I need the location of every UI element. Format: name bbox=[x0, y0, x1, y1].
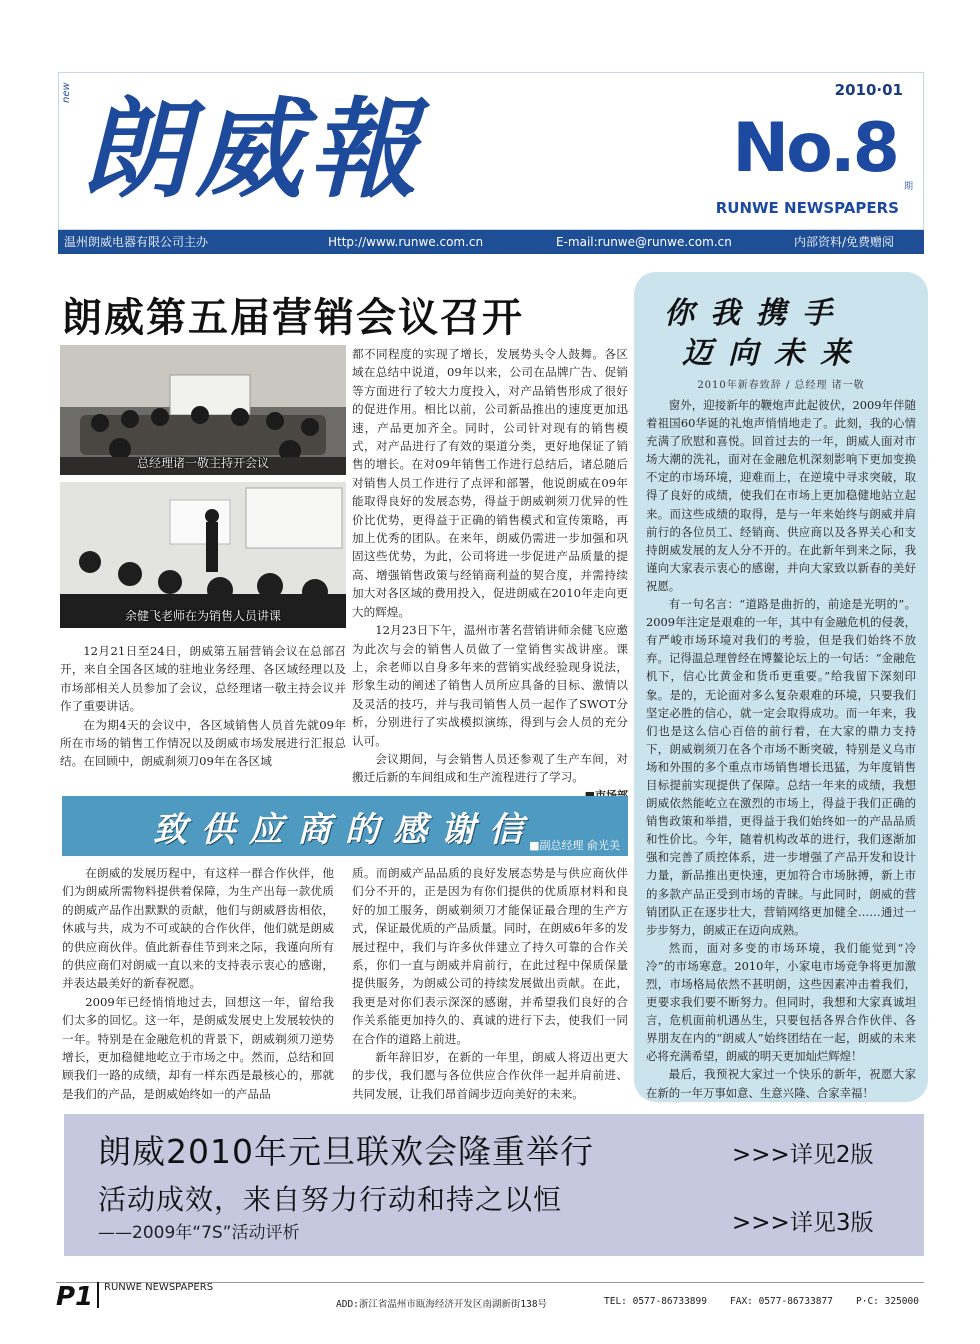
promo-link-page2[interactable]: >>>详见2版 bbox=[732, 1142, 874, 1168]
website-link[interactable]: Http://www.runwe.com.cn bbox=[328, 235, 484, 249]
main-article-right-column bbox=[352, 345, 628, 805]
footer-tel: TEL: 0577-86733899 bbox=[604, 1296, 707, 1307]
footer-brand: RUNWE NEWSPAPERS bbox=[104, 1282, 214, 1293]
new-year-address-sidebar bbox=[634, 272, 928, 1102]
letter-byline: ■副总经理 俞光美 bbox=[529, 839, 620, 852]
letter-right-column bbox=[352, 864, 628, 1103]
sidebar-paragraph: 最后，我预祝大家过一个快乐的新年，祝愿大家在新的一年万事如意、生意兴隆、合家幸福！ bbox=[646, 1067, 916, 1100]
masthead bbox=[58, 72, 924, 230]
issue-number: No.8 bbox=[732, 109, 897, 188]
sidebar-title-line2: 迈向未来 bbox=[682, 336, 866, 371]
promo-headline-7s: 活动成效，来自努力行动和持之以恒 bbox=[98, 1183, 563, 1216]
sidebar-body bbox=[646, 396, 916, 1102]
sidebar-subtitle: 2010年新春致辞 / 总经理 诸一敬 bbox=[697, 380, 865, 391]
lecture-photo-caption: 余健飞老师在为销售人员讲课 bbox=[124, 609, 281, 623]
promo-subline: ——2009年“7S”活动评析 bbox=[98, 1223, 300, 1243]
distribution-note: 内部资料/免费赠阅 bbox=[794, 235, 895, 249]
promo-link-page3[interactable]: >>>详见3版 bbox=[732, 1210, 874, 1236]
info-bar bbox=[58, 230, 924, 254]
main-article-paragraph: 在为期4天的会议中，各区域销售人员首先就09年所在市场的销售工作情况以及朗威市场发展进行汇报总结。在回顾中，朗威刹须刀09年在各区域 bbox=[60, 717, 346, 769]
main-article-paragraph: 都不同程度的实现了增长，发展势头令人鼓舞。各区域在总结中说道，09年以来，公司在品牌广告、促销等方面进行了较大力度投入，对产品销售形成了很好的促进作用。相比以前，公司新品推出的速度更加迅速，产品更加齐全。同时，公司针对现有的销售模式，对产品进行了有效的渠道分类，更好地保证了销售的增长。在对09年销售工作进行总结后，诸总随后对销售人员工作进行了点评和部署，他说朗威在09年能取得良好的发展态势，得益于朗威剃须刀优异的性价比优势，更得益于正确的销售模式和宣传策略，再加上优秀的团队。在来年，朗威仍需进一步加强和巩固这些优势，为此，公司将进一步促进产品质量的提高、增强销售政策与经销商利益的契合度，并需持续加大对各区域的费用投入，促进朗威在2010年走向更大的辉煌。 bbox=[352, 347, 628, 619]
letter-paragraph: 新年辞旧岁，在新的一年里，朗威人将迈出更大的步伐，我们愿与各位供应合作伙伴一起并肩前进、共同发展，让我们昂首阔步迈向美好的未来。 bbox=[352, 1050, 628, 1101]
email-link[interactable]: E-mail:runwe@runwe.com.cn bbox=[556, 235, 732, 249]
meeting-photo bbox=[60, 345, 346, 475]
issue-unit: 期 bbox=[903, 182, 913, 192]
main-article-paragraph: 12月23日下午，温州市著名营销讲师余健飞应邀为此次与会的销售人员做了一堂销售实战讲座。课上，余老师以自身多年来的营销实战经验现身说法，形象生动的阐述了销售人员所应具备的目标、激情以及灵活的技巧，并与我司销售人员一起作了SWOT分析，分别进行了实战模拟演练，得到与会人员的充分认可。 bbox=[352, 623, 628, 748]
footer-postcode: P·C: 325000 bbox=[856, 1296, 919, 1307]
sidebar-paragraph: 有一句名言：“道路是曲折的，前途是光明的”。2009年注定是艰难的一年，其中有金融危机的侵袭，有严峻市场环境对我们的考验，但是我们始终不放弃。记得温总理曾经在博鳌论坛上的一句话：“金融危机下，信心比黄金和货币更重要。”给我留下深刻印象。是的，无论面对多么复杂艰难的环境，只要我们坚定必胜的信心，就一定会取得成功。而一年来，我们也是这么信心百倍的前行着，在大家的鼎力支持下，朗威剃须刀在各个市场不断突破，特别是义乌市场和外围的多个重点市场销售增长迅猛，为年度销售目标提前实现提供了保障。总结一年来的成绩，我想朗威依然能屹立在激烈的市场上，得益于我们正确的销售政策和举措，更得益于我们始终如一的产品品质和性价比。今年，随着机构改革的进行，我们逐渐加强和完善了质控体系，进一步增强了产品开发和设计力量，新品推出更快速，更加符合市场脉搏，新上市的多款产品正受到市场的青睐。与此同时，朗威的营销团队正在逐步壮大，营销网络更加健全……通过一步步努力，朗威正在迈向成熟。 bbox=[646, 597, 916, 937]
footer-fax: FAX: 0577-86733877 bbox=[730, 1296, 833, 1307]
new-tag: new bbox=[61, 82, 72, 103]
main-article-paragraph: 会议期间，与会销售人员还参观了生产车间，对搬迁后新的车间组成和生产流程进行了学习。 bbox=[352, 751, 628, 785]
sidebar-title-line1: 你我携手 bbox=[664, 296, 848, 331]
letter-paragraph: 在朗威的发展历程中，有这样一群合作伙伴，他们为朗威所需物料提供着保障，为生产出每一款优质的朗威产品作出默默的贡献，他们与朗威唇齿相依，休戚与共，成为不可或缺的合作伙伴，他们就是朗威的供应商伙伴。值此新春佳节到来之际，我谨向所有的供应商们对朗威一直以来的支持表示衷心的感谢，并表达最美好的新春祝愿。 bbox=[62, 866, 334, 991]
paper-english-name: RUNWE NEWSPAPERS bbox=[715, 199, 899, 217]
letter-title: 致供应商的感谢信 bbox=[153, 810, 537, 850]
letter-banner bbox=[62, 796, 628, 856]
main-article-left-column bbox=[60, 642, 346, 771]
sponsor-text: 温州朗威电器有限公司主办 bbox=[64, 235, 209, 249]
sidebar-paragraph: 窗外，迎接新年的鞭炮声此起彼伏，2009年伴随着祖国60华诞的礼炮声悄悄地走了。此刻，我的心情充满了欣慰和喜悦。回首过去的一年，朗威人面对市场大潮的洗礼，面对在金融危机深刻影响下更加变换不定的市场环境，迎难而上，在逆境中寻求突破，取得了良好的成绩，使我们在市场上更加稳健地站立起来。而这些成绩的取得，是与一年来始终与朗威并肩前行的各位员工、经销商、供应商以及各界关心和支持朗威发展的友人分不开的。在此新年到来之际，我谨向大家表示衷心的感谢，并向大家致以新春的美好祝愿。 bbox=[646, 398, 916, 593]
letter-paragraph: 2009年已经悄悄地过去，回想这一年，留给我们太多的回忆。这一年，是朗威发展史上发展较快的一年。特别是在金融危机的背景下，朗威剃须刀逆势增长，更加稳健地屹立于市场之中。然而，总结和回顾我们一路的成绩，却有一样东西是最核心的，那就是我们的产品，是朗威始终如一的产品品 bbox=[62, 994, 334, 1101]
footer-address: ADD:浙江省温州市瓯海经济开发区南湖新街138号 bbox=[336, 1299, 548, 1310]
promo-headline-gala: 朗威2010年元旦联欢会隆重举行 bbox=[98, 1132, 594, 1171]
page-number: P1 bbox=[56, 1282, 94, 1312]
sidebar-paragraph: 然而，面对多变的市场环境，我们能觉到“冷冷”的市场寒意。2010年，小家电市场竞争将更加激烈，市场格局依然不甚明朗，这些因素冲击着我们，更要求我们要不断努力。但同时，我想和大家真诚坦言，危机面前机遇丛生，只要包括各界合作伙伴、各界朋友在内的“朗威人”始终团结在一起，朗威的未来必将充满希望，朗威的明天更加灿烂辉煌！ bbox=[646, 940, 916, 1064]
meeting-photo-caption: 总经理诸一敬主持开会议 bbox=[136, 456, 269, 470]
main-headline: 朗威第五届营销会议召开 bbox=[62, 295, 524, 341]
lecture-photo bbox=[60, 482, 346, 628]
main-article-paragraph: 12月21日至24日，朗威第五届营销会议在总部召开，来自全国各区域的驻地业务经理、各区域经理以及市场部相关人员参加了会议，总经理诸一敬主持会议并作了重要讲话。 bbox=[60, 644, 346, 714]
letter-left-column bbox=[62, 864, 334, 1103]
promo-box bbox=[64, 1114, 924, 1256]
letter-paragraph: 质。而朗威产品品质的良好发展态势是与供应商伙伴们分不开的，正是因为有你们提供的优质原材料和良好的加工服务，朗威剃须刀才能保证最合理的生产方式，保证最优质的产品质量。同时，在朗威6年多的发展过程中，我们与许多伙伴建立了持久可靠的合作关系，你们一直与朗威并肩前行，在此过程中保质保量提供服务，为朗威公司的持续发展做出贡献。在此，我更是对你们表示深深的感谢，并希望我们良好的合作关系能更加持久的、真诚的进行下去，使我们一同在合作的道路上前进。 bbox=[352, 866, 628, 1046]
paper-title-logo: 朗威報 bbox=[81, 87, 424, 213]
page-number-separator bbox=[97, 1282, 99, 1308]
issue-date: 2010·01 bbox=[834, 81, 903, 99]
